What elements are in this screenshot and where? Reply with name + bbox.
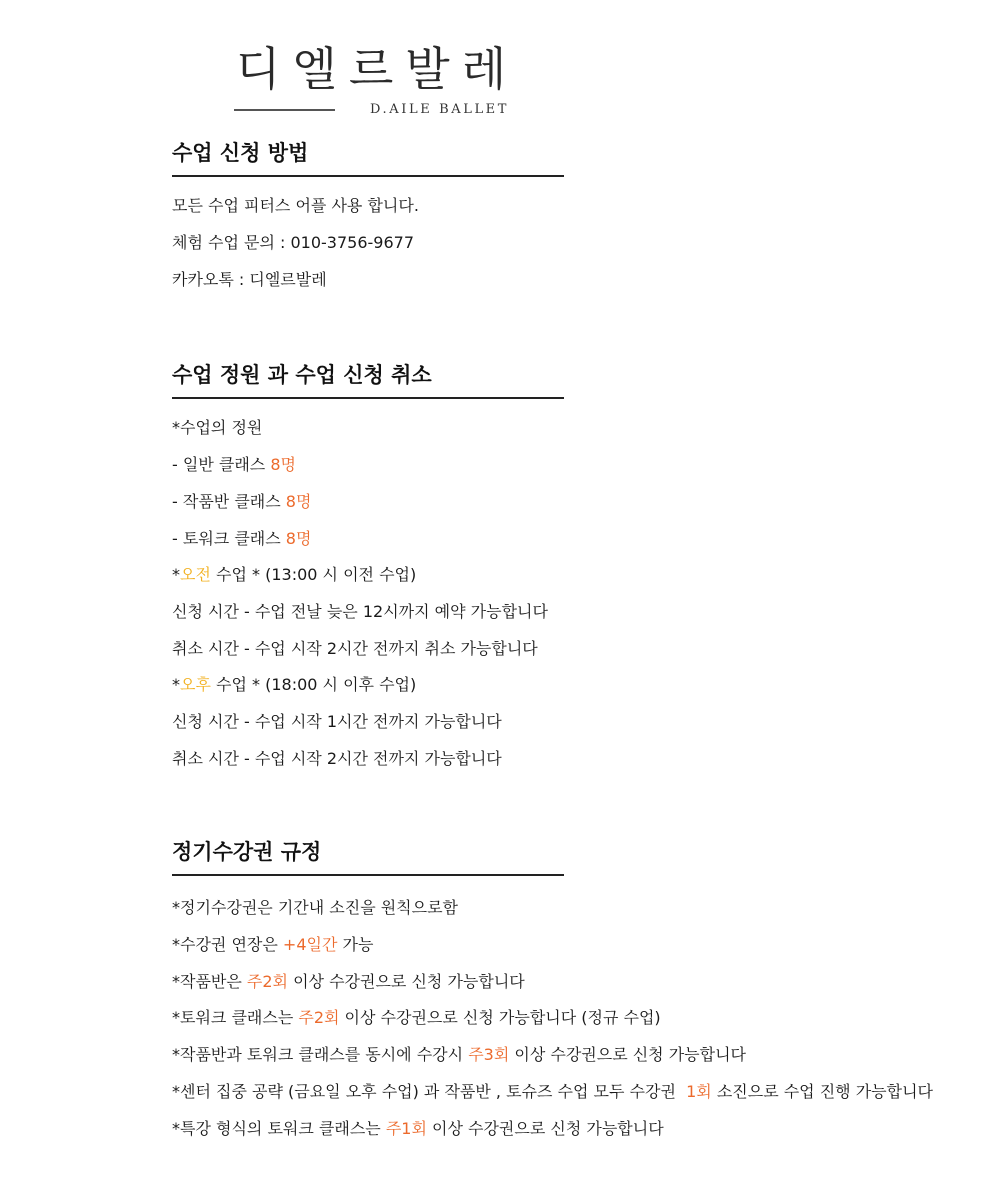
- class-count: 8명: [285, 492, 312, 511]
- morning-apply-time: 신청 시간 - 수업 전날 늦은 12시까지 예약 가능합니다: [172, 602, 548, 621]
- logo-subtitle: D.AILE BALLET: [370, 102, 510, 117]
- rule-highlight: 주2회: [246, 972, 289, 991]
- rule-text: *특강 형식의 토워크 클래스는: [172, 1119, 386, 1138]
- morning-class-heading: [172, 565, 416, 585]
- afternoon-cancel-time: 취소 시간 - 수업 시작 2시간 전까지 가능합니다: [172, 749, 502, 768]
- rule-center-intensive: [172, 1082, 933, 1102]
- rule-highlight: 1회: [686, 1082, 712, 1101]
- class-label: - 일반 클래스: [172, 455, 271, 474]
- rule-text: 이상 수강권으로 신청 가능합니다: [288, 972, 525, 991]
- rule-text: *작품반과 토워크 클래스를 동시에 수강시: [172, 1045, 469, 1064]
- rule-highlight: 주1회: [385, 1119, 427, 1138]
- rule-highlight: 주3회: [468, 1045, 510, 1064]
- morning-time-note: 수업 * (13:00 시 이전 수업): [210, 565, 417, 584]
- section-capacity-cancel: [172, 360, 564, 780]
- class-label: - 작품반 클래스: [172, 492, 286, 511]
- rule-combined: [172, 1045, 746, 1065]
- rule-text: 가능: [337, 935, 374, 954]
- class-count: 8명: [285, 529, 312, 548]
- section-title-regular-pass: 정기수강권 규정: [172, 837, 564, 876]
- capacity-repertoire-class: [172, 492, 311, 512]
- section-title-capacity-cancel: 수업 정원 과 수업 신청 취소: [172, 360, 564, 399]
- section-how-to-apply: [172, 138, 564, 298]
- rule-text: 이상 수강권으로 신청 가능합니다: [426, 1119, 664, 1138]
- rule-highlight: +4일간: [282, 935, 338, 954]
- brand-logo: [208, 38, 553, 130]
- rule-pointe: [172, 1008, 661, 1028]
- class-label: - 토워크 클래스: [172, 529, 286, 548]
- info-line-app: 모든 수업 피터스 어플 사용 합니다.: [172, 196, 419, 215]
- rule-extension: [172, 935, 373, 955]
- capacity-general-class: [172, 455, 296, 475]
- rule-text: *작품반은: [172, 972, 247, 991]
- section-regular-pass-rules: [172, 837, 934, 1147]
- afternoon-time-note: 수업 * (18:00 시 이후 수업): [210, 675, 417, 694]
- afternoon-class-heading: [172, 675, 416, 695]
- rule-text: 소진으로 수업 진행 가능합니다: [711, 1082, 934, 1101]
- rule-repertoire: [172, 972, 525, 992]
- rule-expiry: *정기수강권은 기간내 소진을 원칙으로함: [172, 898, 459, 917]
- logo-title: 디엘르발레: [236, 42, 519, 96]
- info-line-kakaotalk: 카카오톡 : 디엘르발레: [172, 270, 327, 289]
- rule-text: *수강권 연장은: [172, 935, 283, 954]
- morning-label: 오전: [180, 565, 211, 584]
- afternoon-label: 오후: [180, 675, 211, 694]
- morning-cancel-time: 취소 시간 - 수업 시작 2시간 전까지 취소 가능합니다: [172, 639, 538, 658]
- asterisk: *: [172, 675, 180, 694]
- asterisk: *: [172, 565, 180, 584]
- rule-special-pointe: [172, 1119, 664, 1139]
- class-count: 8명: [270, 455, 296, 474]
- section-title-how-to-apply: 수업 신청 방법: [172, 138, 564, 177]
- afternoon-apply-time: 신청 시간 - 수업 시작 1시간 전까지 가능합니다: [172, 712, 502, 731]
- logo-divider: [234, 109, 335, 111]
- rule-text: *센터 집중 공략 (금요일 오후 수업) 과 작품반 , 토슈즈 수업 모두 수강권: [172, 1082, 687, 1101]
- capacity-heading: *수업의 정원: [172, 418, 263, 437]
- rule-highlight: 주2회: [298, 1008, 340, 1027]
- rule-text: 이상 수강권으로 신청 가능합니다: [509, 1045, 747, 1064]
- info-line-phone: 체험 수업 문의 : 010-3756-9677: [172, 233, 414, 252]
- rule-text: 이상 수강권으로 신청 가능합니다 (정규 수업): [339, 1008, 661, 1027]
- capacity-pointe-class: [172, 529, 311, 549]
- rule-text: *토워크 클래스는: [172, 1008, 299, 1027]
